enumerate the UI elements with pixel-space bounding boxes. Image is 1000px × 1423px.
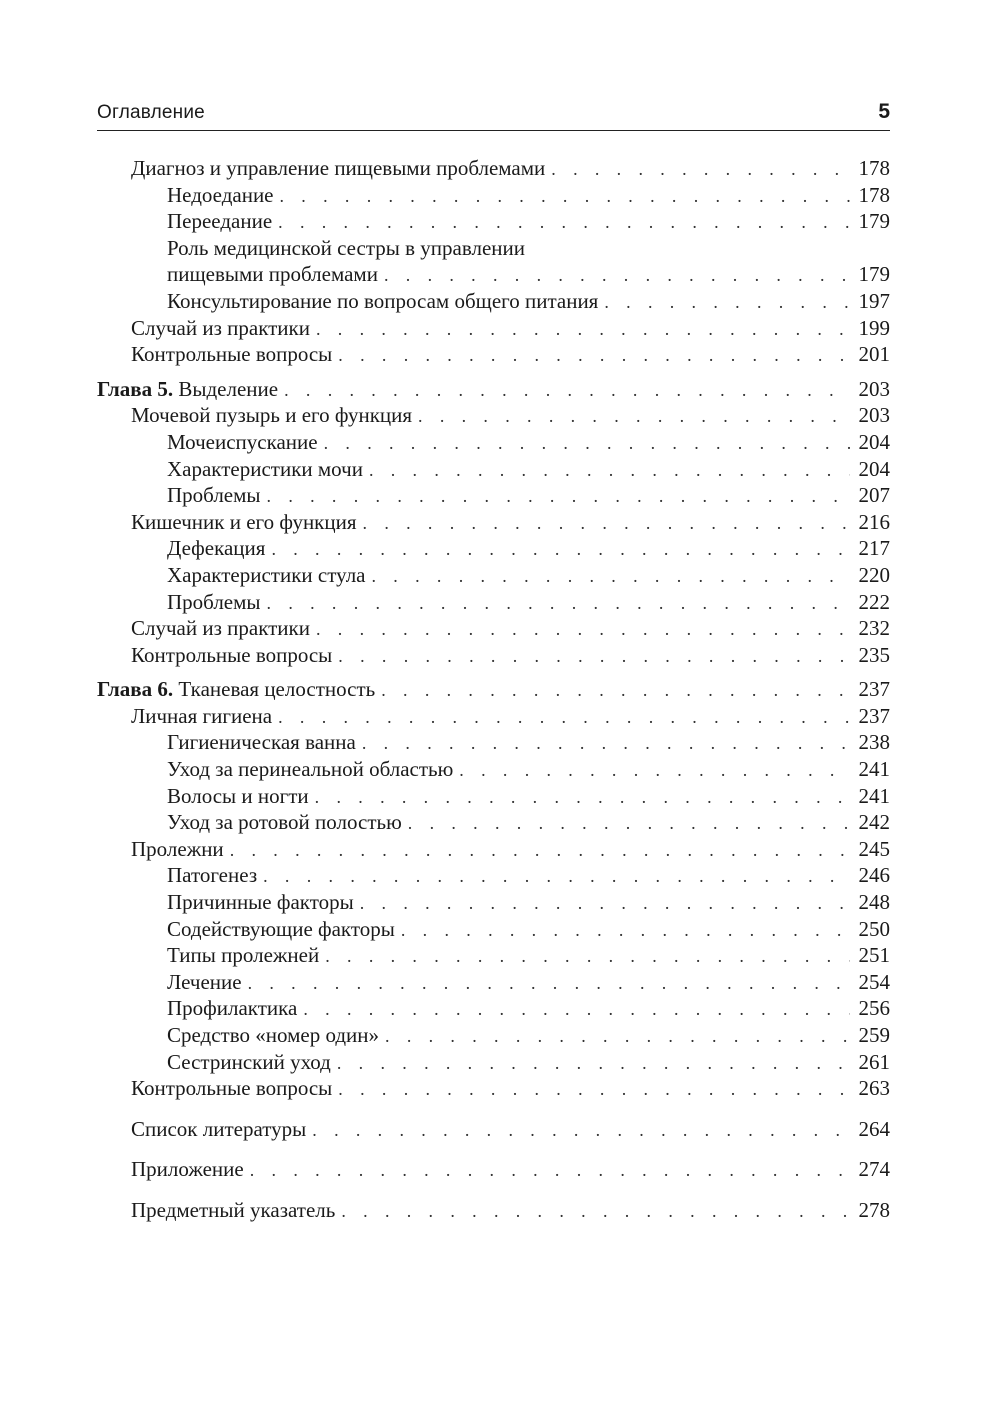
toc-entry[interactable] — [97, 1197, 890, 1224]
dot-leader — [385, 1023, 850, 1050]
toc-page-number: 237 — [858, 677, 890, 702]
toc-entry[interactable] — [97, 862, 890, 889]
toc-entry[interactable] — [97, 703, 890, 730]
toc-page-number: 264 — [858, 1116, 890, 1141]
toc-page-number: 216 — [858, 509, 890, 534]
dot-leader — [408, 810, 850, 837]
toc-entry-title: Контрольные вопросы — [131, 642, 333, 667]
toc-entry[interactable] — [97, 642, 890, 669]
chapter-label: Глава 5. — [97, 376, 174, 401]
toc-entry[interactable] — [97, 1049, 890, 1076]
toc-entry-title: Уход за перинеальной областью — [167, 757, 454, 782]
toc-entry-title: Содействующие факторы — [167, 916, 395, 941]
toc-page-number: 254 — [858, 969, 890, 994]
toc-page-number: 241 — [858, 757, 890, 782]
toc-page-number: 222 — [858, 589, 890, 614]
toc-entry[interactable] — [97, 729, 890, 756]
dot-leader — [372, 563, 851, 590]
dot-leader — [263, 863, 850, 890]
toc-entry[interactable] — [97, 889, 890, 916]
toc-entry-title: Типы пролежней — [167, 943, 320, 968]
toc-entry-title: Случай из практики — [131, 315, 310, 340]
toc-entry-title: Кишечник и его функция — [131, 509, 357, 534]
toc-entry[interactable] — [97, 155, 890, 182]
toc-entry-title: Проблемы — [167, 483, 261, 508]
dot-leader — [248, 970, 850, 997]
toc-page-number: 259 — [858, 1023, 890, 1047]
toc-entry[interactable] — [97, 1075, 890, 1102]
dot-leader — [363, 510, 850, 537]
dot-leader — [338, 643, 850, 670]
toc-entry-title: Случай из практики — [131, 616, 310, 641]
page-number: 5 — [878, 100, 890, 123]
toc-entry[interactable] — [97, 969, 890, 996]
toc-entry[interactable] — [97, 916, 890, 943]
running-header — [97, 100, 890, 131]
toc-entry[interactable] — [97, 995, 890, 1022]
toc-entry-title: Контрольные вопросы — [131, 342, 333, 367]
toc-page-number: 245 — [858, 836, 890, 861]
toc-entry-title: Причинные факторы — [167, 890, 354, 915]
dot-leader — [316, 616, 850, 643]
toc-entry-title: Уход за ротовой полостью — [167, 810, 402, 835]
dot-leader — [316, 316, 850, 343]
toc-page-number: 278 — [858, 1197, 890, 1222]
toc-entry[interactable] — [97, 182, 890, 209]
toc-page-number: 220 — [858, 562, 890, 587]
dot-leader — [324, 430, 850, 457]
toc-entry-title: Предметный указатель — [131, 1197, 336, 1222]
toc-entry[interactable] — [97, 482, 890, 509]
chapter-title: Тканевая целостность — [178, 677, 376, 702]
toc-entry[interactable] — [97, 1156, 890, 1183]
dot-leader — [278, 704, 850, 731]
toc-page-number: 197 — [858, 288, 890, 313]
toc-entry-title: Средство «номер один» — [167, 1023, 380, 1047]
dot-leader — [459, 757, 850, 784]
dot-leader — [303, 996, 850, 1023]
toc-entry[interactable] — [97, 535, 890, 562]
dot-leader — [230, 837, 850, 864]
toc-entry-title: Дефекация — [167, 536, 266, 561]
toc-entry-title: Проблемы — [167, 589, 261, 614]
toc-entry[interactable] — [97, 562, 890, 589]
toc-page-number: 203 — [858, 376, 890, 401]
toc-entry-title: Профилактика — [167, 996, 298, 1021]
toc-entry-title: Патогенез — [167, 863, 258, 888]
dot-leader — [551, 156, 850, 183]
toc-page-number: 207 — [858, 483, 890, 508]
toc-page-number: 204 — [858, 456, 890, 481]
toc-entry-title: Волосы и ногти — [167, 783, 309, 808]
toc-entry-title: Гигиеническая ванна — [167, 730, 356, 755]
toc-entry-title: Характеристики стула — [167, 562, 366, 587]
toc-entry-title — [97, 376, 284, 403]
dot-leader — [338, 1076, 850, 1103]
dot-leader — [284, 377, 850, 404]
dot-leader — [278, 209, 850, 236]
toc-entry-title: Мочеиспускание — [167, 429, 318, 454]
toc-entry[interactable] — [97, 783, 890, 810]
toc-entry[interactable] — [97, 429, 890, 456]
toc-page-number: 238 — [858, 730, 890, 755]
toc-page-number: 261 — [858, 1049, 890, 1074]
toc-entry[interactable] — [97, 756, 890, 783]
toc-entry[interactable] — [97, 208, 890, 235]
toc-entry[interactable] — [97, 1022, 890, 1049]
dot-leader — [315, 784, 850, 811]
toc-entry[interactable] — [97, 509, 890, 536]
toc-entry[interactable] — [97, 942, 890, 969]
toc-entry-title: Роль медицинской сестры в управлении — [167, 235, 526, 260]
toc-page-number: 178 — [858, 156, 890, 180]
dot-leader — [312, 1117, 850, 1144]
toc-entry[interactable] — [97, 1116, 890, 1143]
toc-page-number: 217 — [858, 536, 890, 561]
toc-entry[interactable] — [97, 402, 890, 429]
dot-leader — [267, 483, 850, 510]
toc-entry-title — [97, 676, 381, 703]
toc-entry[interactable] — [97, 589, 890, 616]
dot-leader — [271, 536, 850, 563]
toc-page-number: 274 — [858, 1157, 890, 1182]
dot-leader — [325, 943, 850, 970]
toc-page-number: 263 — [858, 1076, 890, 1101]
section-title: Оглавление — [97, 102, 205, 123]
toc-entry-title: Личная гигиена — [131, 703, 273, 728]
chapter-title: Выделение — [178, 376, 279, 401]
toc-page-number: 179 — [858, 262, 890, 287]
toc-page-number: 242 — [858, 810, 890, 835]
toc-entry-title: Характеристики мочи — [167, 456, 363, 481]
toc-entry[interactable] — [97, 288, 890, 315]
toc-entry-title: Консультирование по вопросам общего питания — [167, 288, 599, 313]
toc-page-number: 248 — [858, 890, 890, 915]
toc-entry[interactable] — [97, 615, 890, 642]
toc-entry-title: Лечение — [167, 969, 242, 994]
toc-page-number: 203 — [858, 403, 890, 428]
dot-leader — [338, 342, 850, 369]
toc-entry[interactable] — [97, 341, 890, 368]
toc-page-number: 241 — [858, 783, 890, 808]
dot-leader — [250, 1157, 850, 1184]
dot-leader — [341, 1198, 850, 1225]
toc-entry[interactable] — [97, 315, 890, 342]
toc-page-number: 204 — [858, 429, 890, 454]
dot-leader — [369, 457, 850, 484]
toc-page-number: 246 — [858, 863, 890, 888]
toc-page-number: 232 — [858, 616, 890, 641]
toc-page-number: 179 — [858, 209, 890, 234]
toc-entry[interactable] — [97, 456, 890, 483]
dot-leader — [401, 917, 850, 944]
dot-leader — [384, 262, 850, 289]
toc-entry-title: Диагноз и управление пищевыми проблемами — [131, 156, 546, 180]
table-of-contents — [97, 155, 890, 1224]
toc-entry-title: Мочевой пузырь и его функция — [131, 403, 413, 428]
toc-entry-title: пищевыми проблемами — [167, 262, 378, 287]
toc-page-number: 250 — [858, 916, 890, 941]
toc-entry[interactable] — [97, 261, 890, 288]
toc-page-number: 251 — [858, 943, 890, 968]
dot-leader — [267, 590, 850, 617]
toc-entry-title: Приложение — [131, 1157, 244, 1182]
toc-page-number: 178 — [858, 182, 890, 207]
dot-leader — [280, 183, 851, 210]
dot-leader — [418, 403, 850, 430]
dot-leader — [362, 730, 850, 757]
dot-leader — [604, 289, 850, 316]
dot-leader — [381, 677, 850, 704]
dot-leader — [360, 890, 850, 917]
toc-page-number: 256 — [858, 996, 890, 1021]
toc-entry-title: Список литературы — [131, 1116, 307, 1141]
toc-entry[interactable] — [97, 809, 890, 836]
toc-page-number: 201 — [858, 342, 890, 367]
chapter-label: Глава 6. — [97, 677, 174, 702]
toc-page-number: 199 — [858, 315, 890, 340]
toc-entry-title: Пролежни — [131, 836, 224, 861]
toc-entry-title: Переедание — [167, 209, 273, 234]
toc-page-number: 235 — [858, 642, 890, 667]
toc-entry-title: Недоедание — [167, 182, 274, 207]
toc-entry-title: Контрольные вопросы — [131, 1076, 333, 1101]
toc-entry-line — [97, 235, 890, 262]
toc-page-number: 237 — [858, 703, 890, 728]
dot-leader — [337, 1050, 850, 1077]
toc-entry-title: Сестринский уход — [167, 1049, 331, 1074]
toc-chapter[interactable] — [97, 376, 890, 403]
toc-chapter[interactable] — [97, 676, 890, 703]
toc-entry[interactable] — [97, 836, 890, 863]
